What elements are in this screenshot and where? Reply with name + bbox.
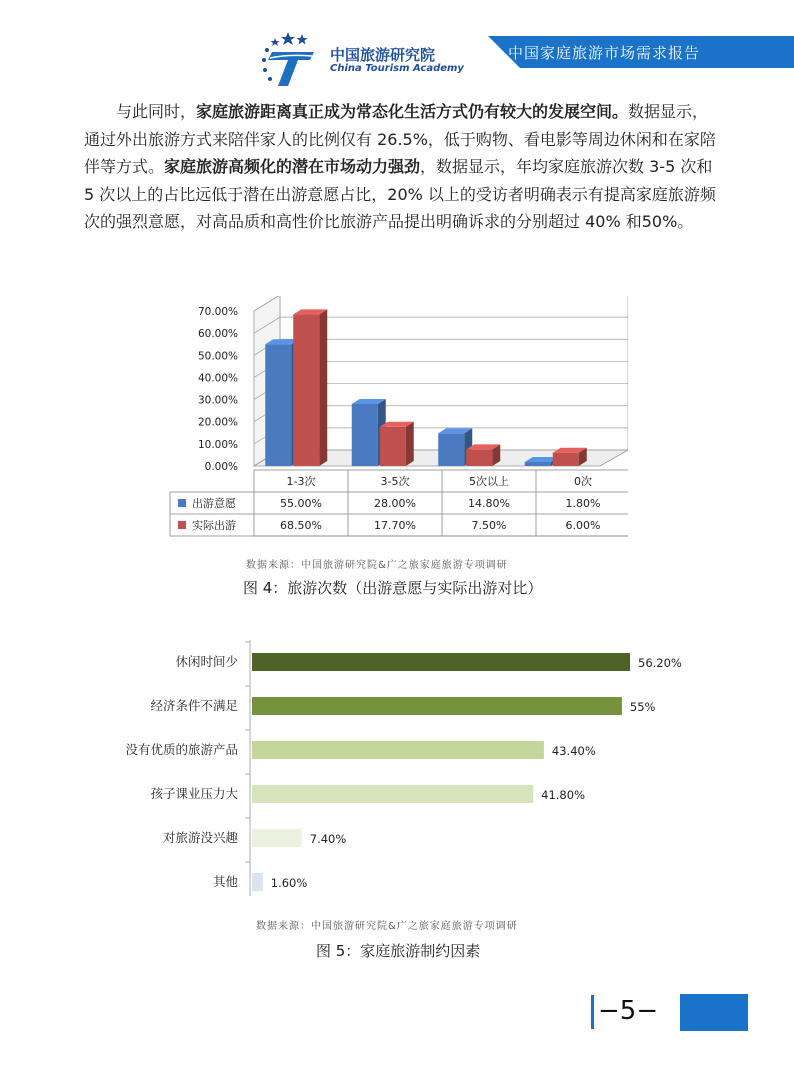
chart1-data-label: 68.50%: [280, 519, 322, 532]
chart2-category-label: 经济条件不满足: [150, 698, 238, 713]
chart1-category-label: 5次以上: [469, 475, 509, 488]
para-bold-2: 家庭旅游高频化的潜在市场动力强劲: [164, 157, 421, 176]
chart1-bar-front: [293, 314, 319, 466]
constraint-factors-chart: [100, 640, 700, 900]
chart2-value-label: 43.40%: [551, 744, 596, 758]
org-name-cn: 中国旅游研究院: [330, 46, 436, 64]
chart1-category-label: 1-3次: [286, 475, 316, 488]
para-bold-1: 家庭旅游距离真正成为常态化生活方式仍有较大的发展空间。: [196, 102, 629, 121]
chart2-value-label: 41.80%: [541, 788, 586, 802]
chart2-category-label: 没有优质的旅游产品: [125, 742, 238, 757]
chart1-legend-swatch: [178, 521, 186, 529]
chart1-category-label: 0次: [574, 475, 592, 488]
chart1-data-label: 6.00%: [565, 519, 601, 532]
chart2-value-label: 55%: [629, 700, 656, 714]
chart1-y-tick-label: 20.00%: [197, 416, 238, 429]
chart2-value-label: 7.40%: [309, 832, 347, 846]
chart1-bar-front: [553, 453, 579, 466]
figure4-caption: 图 4：旅游次数（出游意愿与实际出游对比）: [243, 579, 543, 597]
chart1-data-label: 17.70%: [374, 519, 416, 532]
page-number: −5−: [598, 996, 659, 1026]
chart1-data-label: 14.80%: [468, 497, 510, 510]
page-header: [0, 0, 794, 95]
chart1-bar-front: [380, 427, 406, 466]
page-number-bar: [591, 995, 594, 1029]
chart2-value-label: 1.60%: [270, 876, 308, 890]
chart1-bar-front: [438, 433, 464, 466]
chart2-category-label: 孩子课业压力大: [150, 786, 238, 801]
chart1-category-label: 3-5次: [380, 475, 410, 488]
chart2-bar: [252, 829, 302, 847]
chart2-bar: [252, 653, 630, 671]
chart2-bar: [252, 873, 263, 891]
chart2-category-label: 其他: [212, 874, 238, 889]
figure5-source: 数据来源：中国旅游研究院&广之旅家庭旅游专项调研: [256, 921, 518, 932]
chart1-bar-side: [319, 309, 327, 466]
chart1-data-label: 55.00%: [280, 497, 322, 510]
chart1-y-tick-label: 40.00%: [197, 372, 238, 385]
chart1-legend-label: 实际出游: [192, 519, 236, 532]
para-text-a: 与此同时，: [116, 102, 197, 121]
report-title: 中国家庭旅游市场需求报告: [508, 44, 701, 62]
chart1-y-tick-label: 60.00%: [197, 328, 238, 341]
travel-frequency-chart: [168, 296, 628, 541]
chart1-legend-label: 出游意愿: [192, 497, 236, 510]
chart1-y-tick-label: 30.00%: [197, 394, 238, 407]
para-text-e: ，数据显示，年均家庭旅游次数 3-5 次和 5 次以上的占比远低于潜在出游意愿占比，20% 以上的受访者明确表示有提高家庭旅游频次的强烈意愿，对高品质和高性价比旅游产品提出明确诉求的分别超过 40% 和50%。: [84, 157, 716, 231]
figure5-caption: 图 5：家庭旅游制约因素: [316, 942, 481, 960]
chart2-category-label: 对旅游没兴趣: [162, 830, 238, 845]
chart1-bar-front: [525, 462, 551, 466]
chart1-bar-front: [352, 404, 378, 466]
china-tourism-academy-logo: [258, 30, 318, 90]
chart1-data-label: 28.00%: [374, 497, 416, 510]
chart1-bar-front: [466, 449, 492, 466]
body-paragraph: [84, 98, 716, 236]
chart1-data-label: 1.80%: [565, 497, 601, 510]
figure4-source: 数据来源：中国旅游研究院&广之旅家庭旅游专项调研: [246, 560, 508, 571]
chart2-bar: [252, 741, 544, 759]
chart1-legend-swatch: [178, 499, 186, 507]
para-text-c: 数据显示，通过外出旅游方式来陪伴家人的比例仅有 26.5%，低于购物、看电影等周边休闲和在家陪伴等方式。: [84, 102, 716, 176]
chart2-category-label: 休闲时间少: [175, 654, 238, 669]
org-name-en: China Tourism Academy: [330, 63, 464, 74]
chart1-y-tick-label: 50.00%: [197, 350, 238, 363]
chart1-y-tick-label: 70.00%: [197, 306, 238, 318]
chart1-back-wall: [280, 296, 628, 450]
page-corner-block: [680, 994, 748, 1031]
chart1-data-label: 7.50%: [471, 519, 507, 532]
chart1-y-tick-label: 0.00%: [204, 461, 238, 473]
chart2-value-label: 56.20%: [638, 656, 682, 670]
chart1-bar-front: [265, 344, 291, 466]
chart1-bar-side: [406, 422, 414, 466]
chart1-y-tick-label: 10.00%: [197, 438, 238, 451]
chart2-bar: [252, 785, 533, 803]
chart2-bar: [252, 697, 622, 715]
